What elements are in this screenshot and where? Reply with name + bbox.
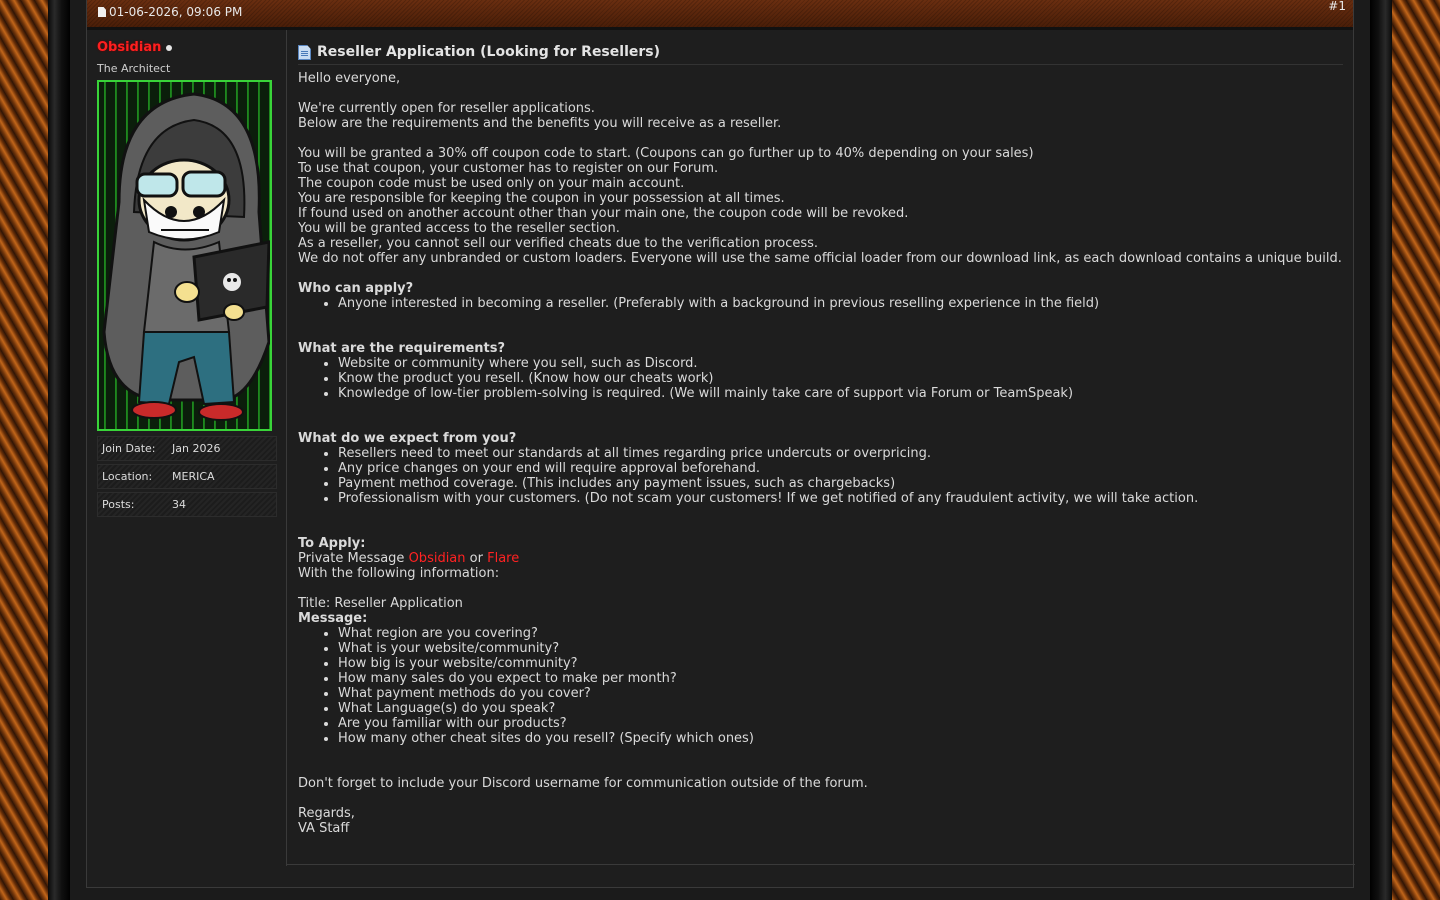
list-item: • Know the product you resell. (Know how our cheats work) — [338, 371, 1343, 386]
list-item: • Payment method coverage. (This includes any payment issues, such as chargebacks) — [338, 476, 1343, 491]
post-title-text: Reseller Application (Looking for Resellers) — [317, 44, 660, 60]
post-number-link[interactable]: #1 — [1328, 0, 1346, 13]
benefit-line: As a reseller, you cannot sell our verified cheats due to the verification process. — [298, 236, 819, 251]
benefit-line: You are responsible for keeping the coupon in your possession at all times. — [298, 191, 785, 206]
list-item: • What is your website/community? — [338, 641, 1343, 656]
apply-prefix: Private Message — [298, 551, 409, 566]
post-date-text: 01-06-2026, 09:06 PM — [109, 5, 243, 19]
list-item: • Anyone interested in becoming a reseller. (Preferably with a background in previous reselling experience in the field) — [338, 296, 1343, 311]
stat-label: Posts: — [102, 498, 135, 511]
stat-label: Join Date: — [102, 442, 156, 455]
list-item: • Knowledge of low-tier problem-solving is required. (We will mainly take care of support via Forum or TeamSpeak) — [338, 386, 1343, 401]
stat-location — [97, 464, 277, 489]
user-info-panel — [87, 30, 287, 866]
greeting: Hello everyone, — [298, 71, 401, 86]
message-title: Title: Reseller Application — [298, 596, 463, 611]
intro-line: Below are the requirements and the benefits you will receive as a reseller. — [298, 116, 782, 131]
list-item: • How many sales do you expect to make per month? — [338, 671, 1343, 686]
message-heading: Message: — [298, 611, 368, 626]
stat-value: Jan 2026 — [172, 442, 221, 455]
list-item: • Resellers need to meet our standards at all times regarding price undercuts or overpricing. — [338, 446, 1343, 461]
benefit-line: To use that coupon, your customer has to register on our Forum. — [298, 161, 719, 176]
benefit-line: We do not offer any unbranded or custom loaders. Everyone will use the same official loader from our download link, as each download contains a unique build. — [298, 251, 1342, 266]
avatar[interactable] — [97, 80, 272, 431]
stat-value: 34 — [172, 498, 186, 511]
list-item: • Any price changes on your end will require approval beforehand. — [338, 461, 1343, 476]
online-dot-icon — [166, 45, 172, 51]
apply-user-link-flare[interactable]: Flare — [487, 551, 520, 566]
frame-rail-left — [48, 0, 70, 900]
document-icon — [98, 7, 106, 17]
user-title: The Architect — [97, 62, 171, 75]
stat-posts — [97, 492, 277, 517]
apply-heading: To Apply: — [298, 536, 366, 551]
who-list — [298, 296, 1343, 311]
username-row — [97, 40, 286, 55]
post-date — [98, 5, 242, 19]
forum-post — [86, 0, 1354, 888]
frame-rail-right — [1370, 0, 1392, 900]
list-item: • What region are you covering? — [338, 626, 1343, 641]
post-title — [298, 45, 1343, 65]
message-list — [298, 626, 1343, 746]
content-area — [70, 0, 1370, 900]
list-item: • What payment methods do you cover? — [338, 686, 1343, 701]
benefit-line: You will be granted access to the reseller section. — [298, 221, 620, 236]
username-link[interactable]: Obsidian — [97, 40, 162, 55]
document-icon — [298, 45, 311, 60]
apply-or: or — [465, 551, 488, 566]
list-item: • Are you familiar with our products? — [338, 716, 1343, 731]
apply-line — [298, 551, 1343, 566]
benefit-line: The coupon code must be used only on your main account. — [298, 176, 685, 191]
stat-value: MERICA — [172, 470, 215, 483]
apply-user-link-obsidian[interactable]: Obsidian — [408, 551, 466, 566]
post-body — [288, 30, 1353, 836]
post-footer-divider — [287, 864, 1355, 865]
stat-label: Location: — [102, 470, 153, 483]
expectations-heading: What do we expect from you? — [298, 431, 517, 446]
list-item: • Professionalism with your customers. (Do not scam your customers! If we get notified of any fraudulent activity, we will take action. — [338, 491, 1343, 506]
requirements-list — [298, 356, 1343, 401]
signature: VA Staff — [298, 821, 350, 836]
list-item: • What Language(s) do you speak? — [338, 701, 1343, 716]
requirements-heading: What are the requirements? — [298, 341, 506, 356]
post-header — [87, 0, 1353, 30]
list-item: • How big is your website/community? — [338, 656, 1343, 671]
expectations-list — [298, 446, 1343, 506]
avatar-illustration — [99, 82, 270, 429]
apply-info: With the following information: — [298, 566, 500, 581]
user-stats — [97, 436, 277, 517]
discord-note: Don't forget to include your Discord username for communication outside of the forum. — [298, 776, 868, 791]
benefit-line: If found used on another account other than your main one, the coupon code will be revoked. — [298, 206, 909, 221]
who-heading: Who can apply? — [298, 281, 414, 296]
regards: Regards, — [298, 806, 355, 821]
intro-line: We're currently open for reseller applications. — [298, 101, 595, 116]
benefit-line: You will be granted a 30% off coupon code to start. (Coupons can go further up to 40% depending on your sales) — [298, 146, 1034, 161]
list-item: • How many other cheat sites do you resell? (Specify which ones) — [338, 731, 1343, 746]
list-item: • Website or community where you sell, such as Discord. — [338, 356, 1343, 371]
stat-join-date — [97, 436, 277, 461]
